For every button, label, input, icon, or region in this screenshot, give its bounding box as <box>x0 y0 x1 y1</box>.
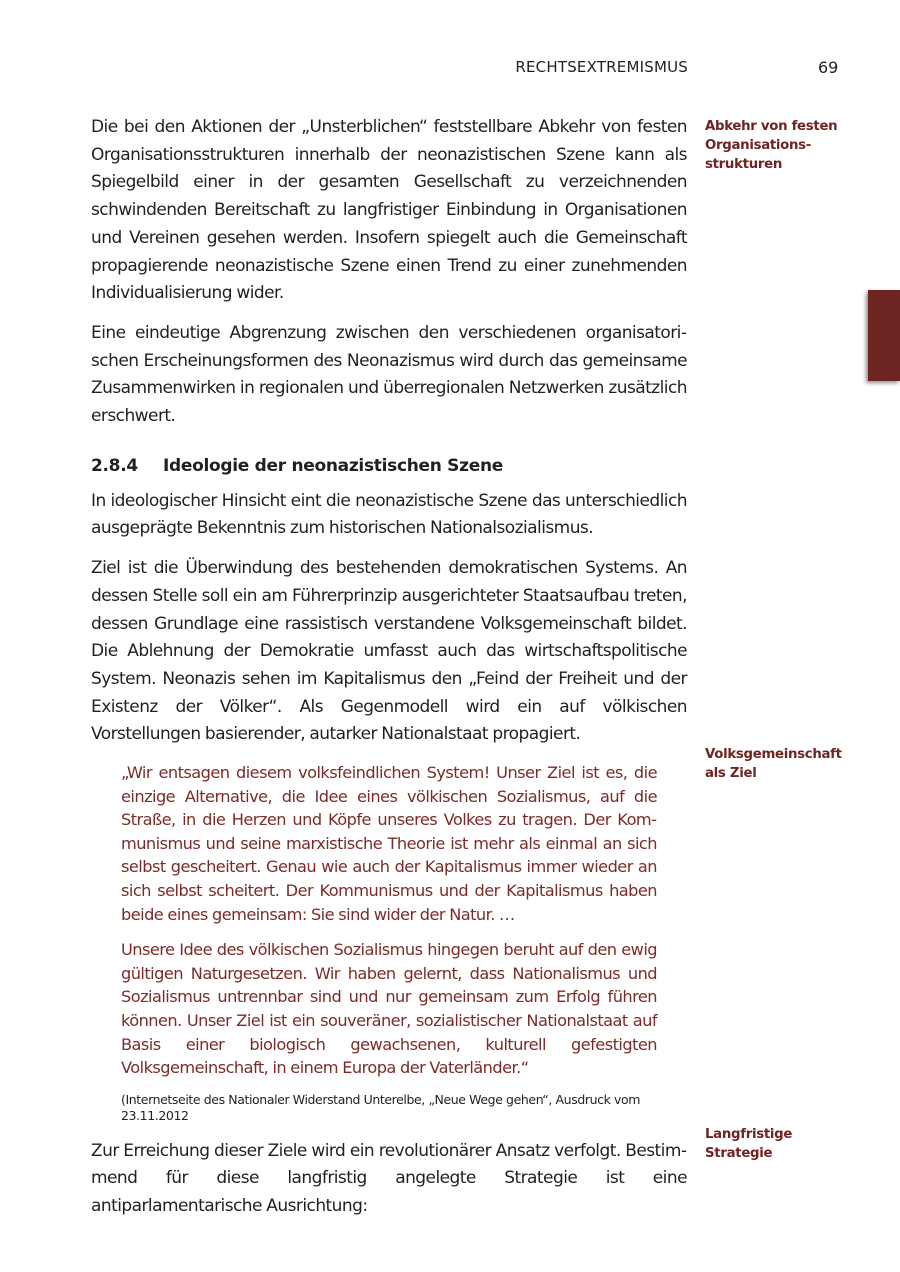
margin-note-organisation: Abkehr von festen Organisationsstrukturen <box>705 119 838 172</box>
paragraph-5: Zur Erreichung dieser Ziele wird ein revolutionärer Ansatz verfolgt. Bestimmend für diese langfristig angelegte Strategie ist eine antiparlamentarische Ausrichtung: <box>91 1140 687 1217</box>
paragraph-1: Die bei den Aktionen der „Unsterblichen“ feststellbare Abkehr von festen Organisationsstrukturen innerhalb der neonazistischen Szene kann als Spiegelbild einer in der gesamten Gesellschaft zu verzeichnenden schwindenden Bereitschaft zu langfristiger Einbindung in Organisationen und Vereinen gesehen werden. Insofern spiegelt auch die Gemeinschaft propagierende neonazistische Szene einen Trend zu einer zunehmenden Individualisierung wider. <box>91 117 687 304</box>
margin-note-volksgemeinschaft: Volksgemeinschaft als Ziel <box>705 747 842 781</box>
quote-source: (Internetseite des Nationaler Widerstand Unterelbe, „Neue Wege gehen“, Ausdruck vom 23.11.2012 <box>121 1091 641 1123</box>
chapter-tab-marker <box>868 290 900 381</box>
paragraph-2: Eine eindeutige Abgrenzung zwischen den verschiedenen organisatorischen Erscheinungsformen des Neonazismus wird durch das gemeinsame Zusammenwirken in regionalen und überregionalen Netzwerken zusätzlich erschwert. <box>91 322 687 427</box>
block-quote <box>121 761 657 1124</box>
main-text <box>91 114 687 1233</box>
running-header: RECHTSEXTREMISMUS <box>515 58 688 76</box>
section-heading <box>91 453 687 479</box>
quote-paragraph-1: „Wir entsagen diesem volksfeindlichen System! Unser Ziel ist es, die einzige Alternative, die Idee eines völkischen Sozialismus, auf die Straße, in die Herzen und Köpfe unseres Volkes zu tragen. Der Kommunismus und seine marxistische Theorie ist mehr als einmal an sich selbst gescheitert. Genau wie auch der Kapitalismus immer wieder an sich selbst scheitert. Der Kommunismus und der Kapitalismus haben beide eines gemeinsam: Sie sind wider der Natur. … <box>121 763 657 924</box>
margin-note-strategie: Langfristige Strategie <box>705 1127 793 1161</box>
section-title: Ideologie der neonazistischen Szene <box>163 455 503 476</box>
paragraph-4: Ziel ist die Überwindung des bestehenden demokratischen Systems. An dessen Stelle soll ein am Führerprinzip ausgerichteter Staatsaufbau treten, dessen Grundlage eine rassistisch verstandene Volksgemeinschaft bildet. Die Ablehnung der Demokratie umfasst auch das wirtschaftspolitische System. Neonazis sehen im Kapitalismus den „Feind der Freiheit und der Existenz der Völker“. Als Gegenmodell wird ein auf völkischen Vorstellungen basierender, autarker Nationalstaat propagiert. <box>91 558 687 745</box>
section-number: 2.8.4 <box>91 455 138 476</box>
paragraph-3: In ideologischer Hinsicht eint die neonazistische Szene das unterschiedlich ausgeprägte Bekenntnis zum historischen Nationalsozialismus. <box>91 490 687 539</box>
quote-paragraph-2: Unsere Idee des völkischen Sozialismus hingegen beruht auf den ewig gültigen Naturgesetzen. Wir haben gelernt, dass Nationalismus und Sozialismus untrennbar sind und nur gemeinsam zum Erfolg führen können. Unser Ziel ist ein souveräner, sozialistischer Nationalstaat auf Basis einer biologisch gewachsenen, kulturell gefestigten Volksgemeinschaft, in einem Europa der Vaterländer.“ <box>121 940 657 1078</box>
page-number: 69 <box>818 58 839 77</box>
